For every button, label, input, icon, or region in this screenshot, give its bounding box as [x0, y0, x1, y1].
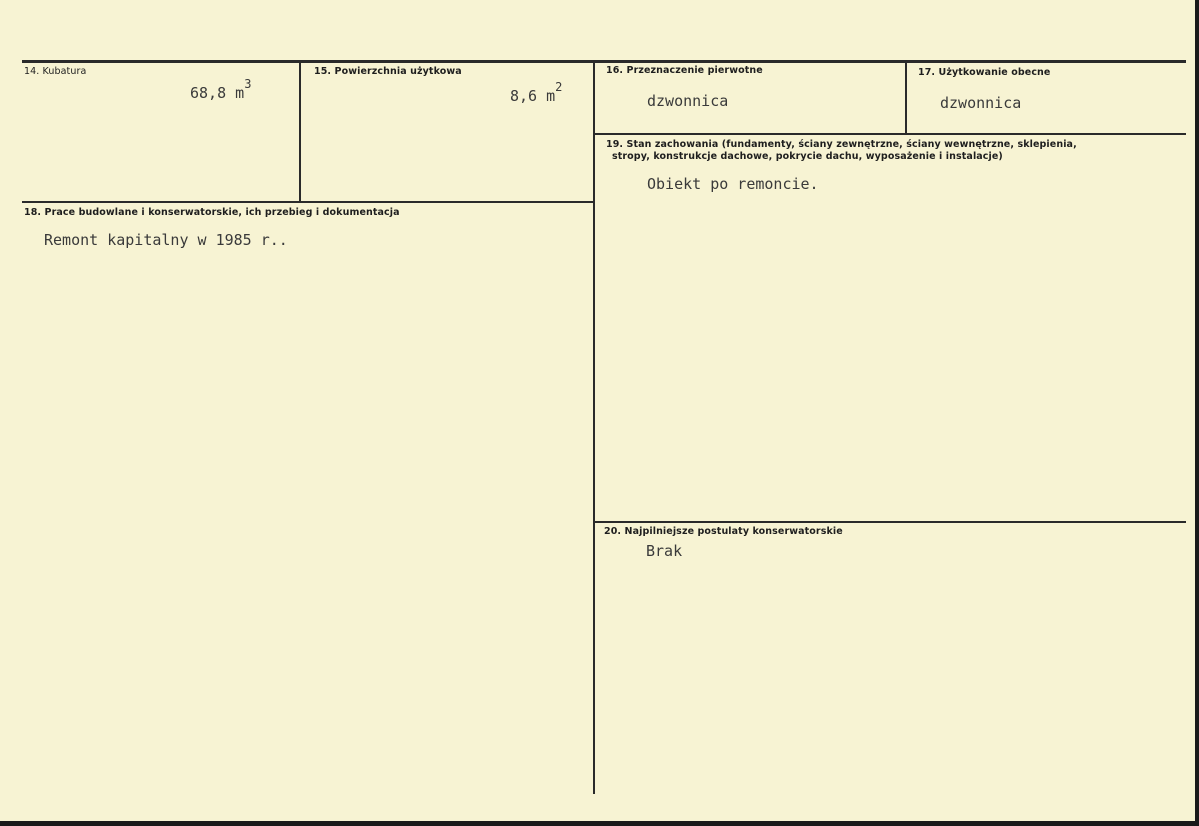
divider-16-17 — [905, 62, 907, 133]
field-14-value — [190, 77, 252, 102]
top-rule — [22, 60, 1186, 63]
field-16-label: 16. Przeznaczenie pierwotne — [606, 65, 763, 76]
rule-above-18 — [22, 201, 595, 203]
field-20-label: 20. Najpilniejsze postulaty konserwatorskie — [604, 526, 843, 537]
volume-unit-exponent: 3 — [244, 77, 252, 91]
field-19-label-line1: 19. Stan zachowania (fundamenty, ściany zewnętrzne, ściany wewnętrzne, sklepienia, — [606, 139, 1077, 150]
field-20-value: Brak — [646, 542, 683, 560]
field-17-value: dzwonnica — [940, 94, 1022, 112]
field-14-label: 14. Kubatura — [24, 66, 87, 77]
scan-edge-bottom — [0, 821, 1199, 826]
rule-above-20 — [595, 521, 1186, 523]
field-19-label-line2: stropy, konstrukcje dachowe, pokrycie dachu, wyposażenie i instalacje) — [612, 151, 1003, 162]
volume-value: 68,8 m — [190, 84, 245, 102]
field-18-label: 18. Prace budowlane i konserwatorskie, ich przebieg i dokumentacja — [24, 207, 400, 218]
field-18-value: Remont kapitalny w 1985 r.. — [44, 231, 288, 249]
divider-14-15 — [299, 62, 301, 201]
area-value: 8,6 m — [510, 87, 556, 105]
field-17-label: 17. Użytkowanie obecne — [918, 67, 1051, 78]
rule-above-19 — [595, 133, 1186, 135]
field-16-value: dzwonnica — [647, 92, 729, 110]
field-19-value: Obiekt po remoncie. — [647, 175, 819, 193]
scan-edge-right — [1195, 0, 1199, 826]
field-15-value — [510, 80, 563, 105]
field-15-label: 15. Powierzchnia użytkowa — [314, 66, 462, 77]
area-unit-exponent: 2 — [555, 80, 563, 94]
center-divider — [593, 62, 595, 794]
